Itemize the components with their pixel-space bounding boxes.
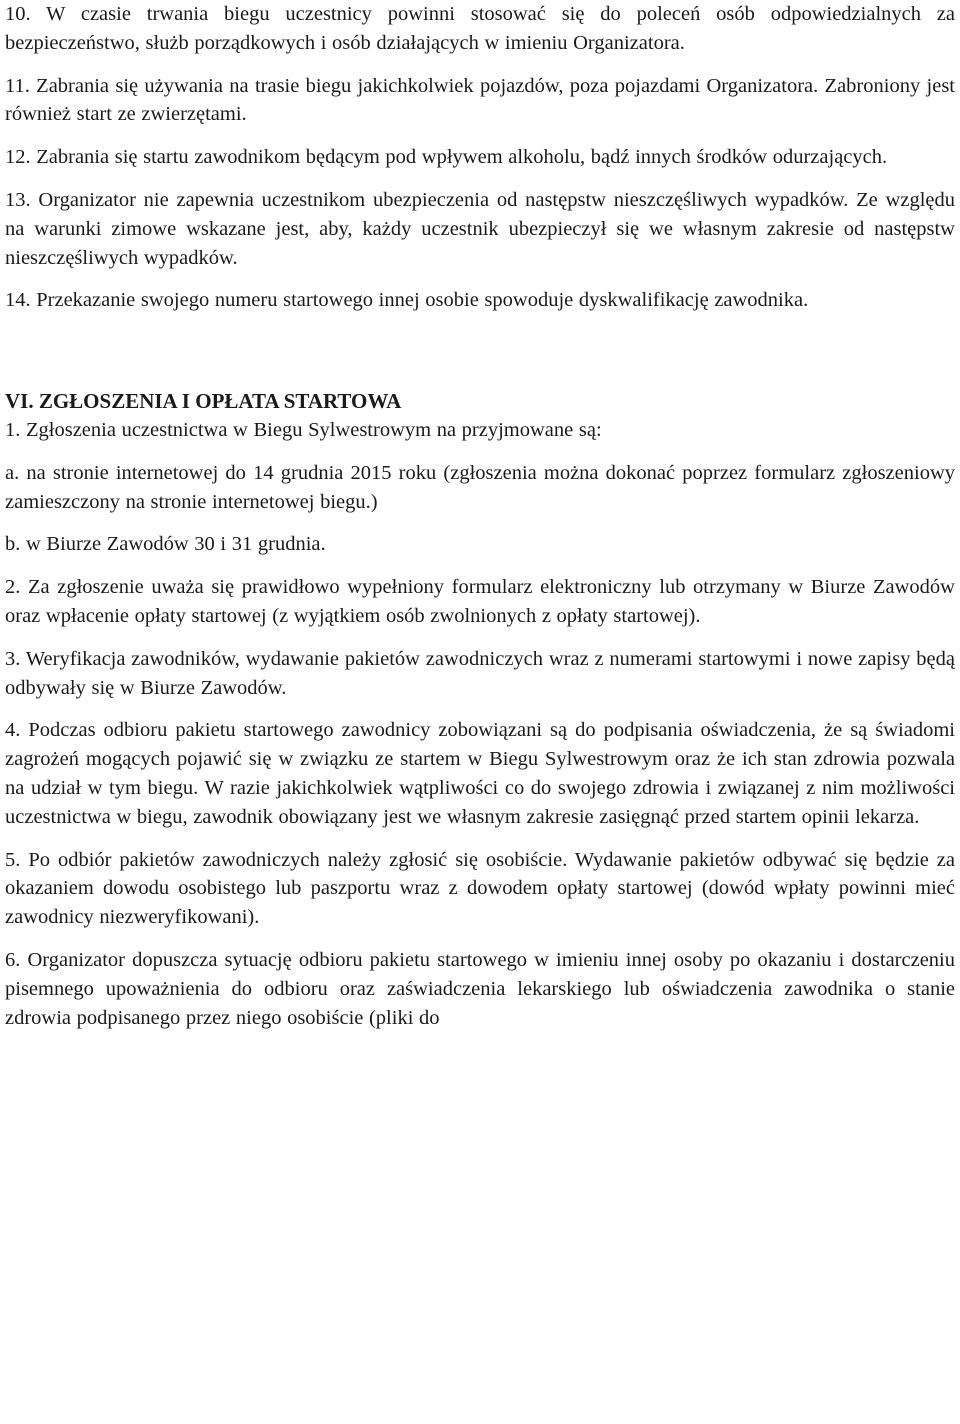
option-b: b. w Biurze Zawodów 30 i 31 grudnia. [5,533,326,556]
item-4: 4. Podczas odbioru pakietu startowego zawodnicy zobowiązani są do podpisania oświadczenia, że są świadomi zagrożeń mogących pojawić się w związku ze startem w Biegu Sylwestrowym oraz że ich stan zdrowia pozwala na udział w tym biegu. W razie jakichkolwiek wątpliwości co do swojego zdrowia i związanej z nim możliwości uczestnictwa w biegu, zawodnik obowiązany jest we własnym zakresie zasięgnąć przed startem opinii lekarza. [5,719,955,828]
rule-10: 10. W czasie trwania biegu uczestnicy powinni stosować się do poleceń osób odpowiedzialnych za bezpieczeństwo, służb porządkowych i osób działających w imieniu Organizatora. [5,3,955,54]
section-heading: VI. ZGŁOSZENIA I OPŁATA STARTOWA [5,389,402,414]
rule-12: 12. Zabrania się startu zawodnikom będącym pod wpływem alkoholu, bądź innych środków odurzających. [5,146,888,169]
item-5: 5. Po odbiór pakietów zawodniczych należy zgłosić się osobiście. Wydawanie pakietów odbywać się będzie za okazaniem dowodu osobistego lub paszportu wraz z dowodem opłaty startowej (dowód wpłaty powinni mieć zawodnicy niezweryfikowani). [5,848,955,929]
section-intro: 1. Zgłoszenia uczestnictwa w Biegu Sylwestrowym na przyjmowane są: [5,418,602,441]
rule-14: 14. Przekazanie swojego numeru startowego innej osobie spowoduje dyskwalifikację zawodnika. [5,289,809,312]
document-page [5,0,955,1032]
item-2: 2. Za zgłoszenie uważa się prawidłowo wypełniony formularz elektroniczny lub otrzymany w Biurze Zawodów oraz wpłacenie opłaty startowej (z wyjątkiem osób zwolnionych z opłaty startowej). [5,576,955,627]
rule-13: 13. Organizator nie zapewnia uczestnikom ubezpieczenia od następstw nieszczęśliwych wypadków. Ze względu na warunki zimowe wskazane jest, aby, każdy uczestnik ubezpieczył się we własnym zakresie od następstw nieszczęśliwych wypadków. [5,188,955,269]
option-a: a. na stronie internetowej do 14 grudnia 2015 roku (zgłoszenia można dokonać poprzez formularz zgłoszeniowy zamieszczony na stronie internetowej biegu.) [5,461,955,513]
item-3: 3. Weryfikacja zawodników, wydawanie pakietów zawodniczych wraz z numerami startowymi i nowe zapisy będą odbywały się w Biurze Zawodów. [5,647,955,699]
item-6: 6. Organizator dopuszcza sytuację odbioru pakietu startowego w imieniu innej osoby po okazaniu i dostarczeniu pisemnego upoważnienia do odbioru oraz zaświadczenia lekarskiego lub oświadczenia zawodnika o stanie zdrowia podpisanego przez niego osobiście (pliki do [5,948,955,1029]
rule-11: 11. Zabrania się używania na trasie biegu jakichkolwiek pojazdów, poza pojazdami Organizatora. Zabroniony jest również start ze zwierzętami. [5,74,955,126]
